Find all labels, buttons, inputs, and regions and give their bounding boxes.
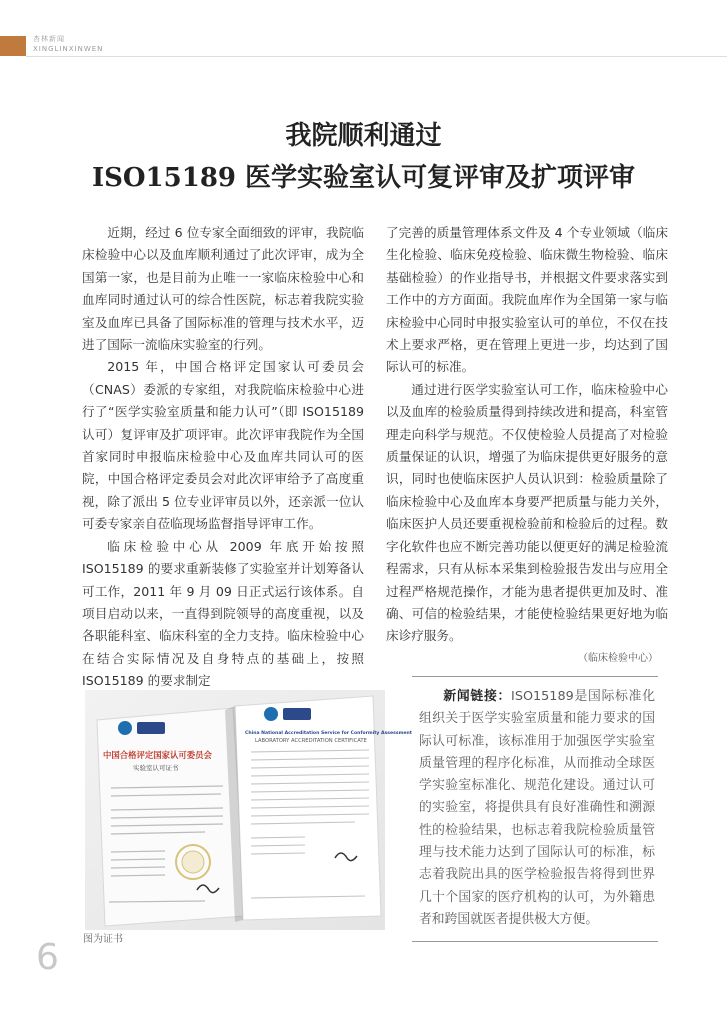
header-divider — [26, 56, 727, 57]
title-line-1: 我院顺利通过 — [285, 121, 442, 151]
paragraph: 了完善的质量管理体系文件及 4 个专业领域（临床生化检验、临床免疫检验、临床微生物检验、临床基础检验）的作业指导书，并根据文件要求落实到工作中的方方面面。我院血库作为全国第一家与临床检验中心同时申报实验室认可的单位，不仅在技术上要求严格，更在管理上更进一步，均达到了国际认可的标准。 — [386, 225, 668, 375]
certificate-photo — [85, 690, 412, 930]
photo-caption: 图为证书 — [83, 934, 123, 945]
article-signature: （临床检验中心） — [578, 652, 658, 664]
paragraph: 2015 年，中国合格评定国家认可委员会（CNAS）委派的专家组，对我院临床检验中心进行了“医学实验室质量和能力认可”（即 ISO15189 认可）复评审及扩项评审。此次评审我院作为全国首家同时申报临床检验中心及血库共同认可的医院，中国合格评定委员会对此次评审给予了高度重视，除了派出 5 位专业评审员以外，还亲派一位认可委专家亲自莅临现场监督指导评审工作。 — [82, 359, 364, 532]
title-line-2: ISO15189 医学实验室认可复评审及扩项评审 — [91, 163, 636, 193]
section-pinyin: XINGLINXINWEN — [33, 45, 104, 53]
news-link-box — [419, 686, 655, 931]
news-link-top-rule — [412, 676, 658, 677]
cnas-logo-cn — [118, 721, 165, 735]
paragraph: 通过进行医学实验室认可工作，临床检验中心以及血库的检验质量得到持续改进和提高，科室管理走向科学与规范。不仅使检验人员提高了对检验质量保证的认识，增强了为临床提供更好服务的意识，同时也使临床医护人员认识到：检验质量除了临床检验中心及血库本身要严把质量与能力关外，临床医护人员还要重视检验前和检验后的过程。数字化软件也应不断完善功能以便更好的满足检验流程需求，只有从标本采集到检验报告发出与应用全过程严格规范操作，才能为患者提供更加及时、准确、可信的检验结果，才能使检验结果更好地为临床诊疗服务。 — [386, 381, 668, 644]
section-name: 杏林新闻 — [33, 35, 65, 43]
news-link-text: ISO15189是国际标准化组织关于医学实验室质量和能力要求的国际认可标准，该标准用于加强医学实验室质量管理的程序化标准，从而推动全球医学实验室标准化、规范化建设。通过认可的实验室，将提供具有良好准确性和溯源性的检验结果，也标志着我院检验质量管理与技术能力达到了国际认可的标准，标志着我院出具的医学检验报告将得到世界几十个国家的医疗机构的认可，为外籍患者和跨国就医者提供极大方便。 — [419, 689, 655, 927]
cnas-logo-en — [264, 707, 311, 721]
cn-cert-subtitle: 实验室认可证书 — [133, 764, 179, 772]
header-color-block — [0, 36, 26, 56]
paragraph: 近期，经过 6 位专家全面细致的评审，我院临床检验中心以及血库顺利通过了此次评审，成为全国第一家，也是目前为止唯一一家临床检验中心和血库同时通过认可的综合性医院，标志着我院实验室及血库已具备了国际标准的管理与技术水平，迈进了国际一流临床实验室的行列。 — [82, 225, 364, 353]
article-column-right — [386, 222, 668, 670]
page-number: 6 — [36, 937, 59, 978]
cn-cert-title: 中国合格评定国家认可委员会 — [103, 750, 212, 760]
news-link-bottom-rule — [412, 941, 658, 942]
paragraph: 临床检验中心从 2009 年底开始按照 ISO15189 的要求重新装修了实验室并计划筹备认可工作，2011 年 9 月 09 日正式运行该体系。自项目启动以来，一直得到院领导的高度重视，以及各职能科室、临床科室的全力支持。临床检验中心在结合实际情况及自身特点的基础上，按照 ISO15189 的要求制定 — [82, 538, 364, 689]
en-cert-subtitle: LABORATORY ACCREDITATION CERTIFICATE — [255, 738, 367, 744]
article-title — [0, 118, 727, 198]
en-cert-title: China National Accreditation Service for Conformity Assessment — [245, 731, 412, 736]
news-link-label: 新闻链接： — [443, 689, 512, 704]
article-column-left — [82, 222, 364, 693]
running-header — [33, 34, 103, 54]
